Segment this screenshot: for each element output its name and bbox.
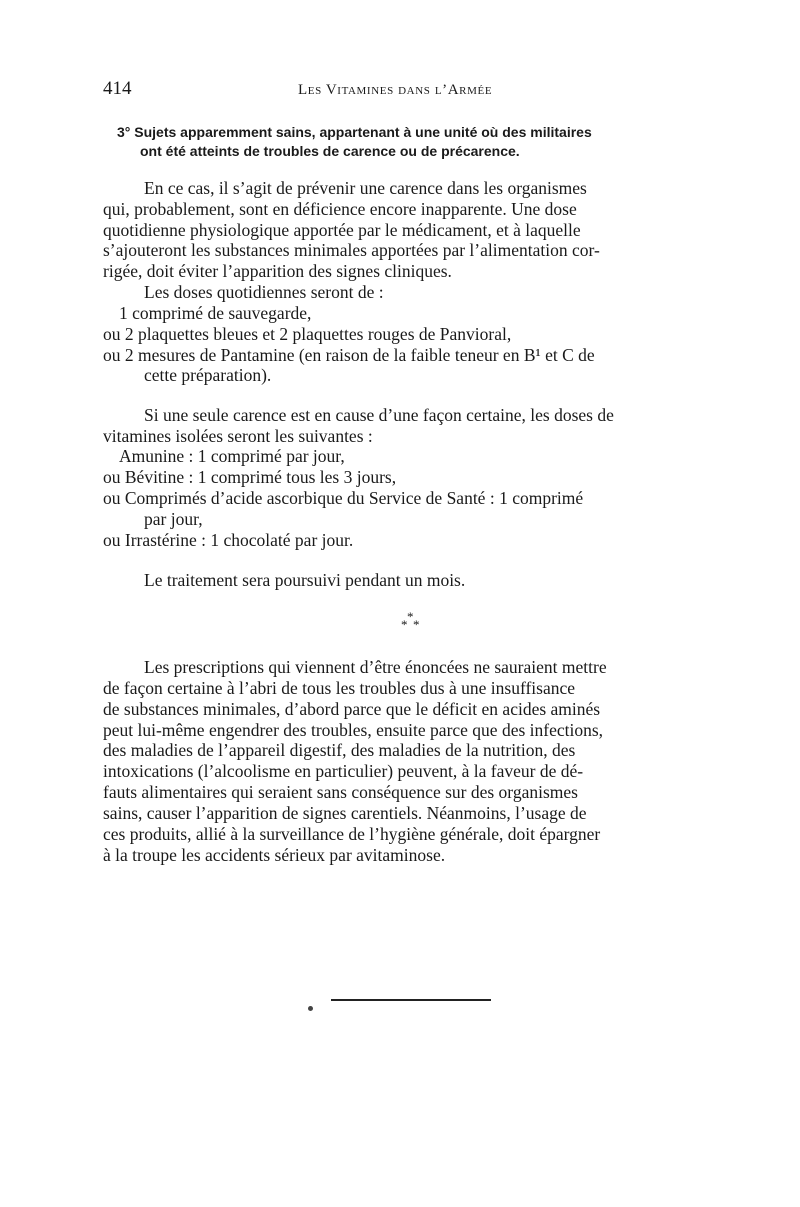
text-line: ou Comprimés d’acide ascorbique du Service de Santé : 1 comprimé xyxy=(103,488,584,508)
text-line: ces produits, allié à la surveillance de l’hygiène générale, doit épargner xyxy=(103,824,601,844)
section-heading-line: 3° Sujets apparemment sains, appartenant à une unité où des militaires xyxy=(117,124,592,140)
text-line: s’ajouteront les substances minimales apportées par l’alimentation cor- xyxy=(103,240,600,260)
text-line: à la troupe les accidents sérieux par avitaminose. xyxy=(103,845,446,865)
text-line: peut lui-même engendrer des troubles, ensuite parce que des infections, xyxy=(103,720,604,740)
text-line: par jour, xyxy=(144,509,203,529)
text-line: qui, probablement, sont en déficience encore inapparente. Une dose xyxy=(103,199,577,219)
text-line: de façon certaine à l’abri de tous les troubles dus à une insuffisance xyxy=(103,678,576,698)
section-heading-line: ont été atteints de troubles de carence ou de précarence. xyxy=(140,143,520,159)
text-line: ou Bévitine : 1 comprimé tous les 3 jours, xyxy=(103,467,397,487)
text-line: sains, causer l’apparition de signes carentiels. Néanmoins, l’usage de xyxy=(103,803,587,823)
text-line: cette préparation). xyxy=(144,365,272,385)
text-line: ou 2 mesures de Pantamine (en raison de la faible teneur en B¹ et C de xyxy=(103,345,595,365)
text-line: de substances minimales, d’abord parce que le déficit en acides aminés xyxy=(103,699,601,719)
text-line: Les doses quotidiennes seront de : xyxy=(144,282,384,302)
rule-dot xyxy=(308,1006,313,1011)
text-line: quotidienne physiologique apportée par le médicament, et à laquelle xyxy=(103,220,581,240)
text-line: Amunine : 1 comprimé par jour, xyxy=(119,446,345,466)
text-line: ou 2 plaquettes bleues et 2 plaquettes rouges de Panvioral, xyxy=(103,324,512,344)
text-line: ou Irrastérine : 1 chocolaté par jour. xyxy=(103,530,354,550)
text-line: Le traitement sera poursuivi pendant un mois. xyxy=(144,570,466,590)
text-line: intoxications (l’alcoolisme en particulier) peuvent, à la faveur de dé- xyxy=(103,761,584,781)
asterism-separator xyxy=(400,610,424,634)
text-line: rigée, doit éviter l’apparition des signes cliniques. xyxy=(103,261,452,281)
text-line: Si une seule carence est en cause d’une façon certaine, les doses de xyxy=(144,405,614,425)
text-line: vitamines isolées seront les suivantes : xyxy=(103,426,373,446)
text-line: En ce cas, il s’agit de prévenir une carence dans les organismes xyxy=(144,178,587,198)
asterisk-mark: * xyxy=(401,617,408,632)
text-line: fauts alimentaires qui seraient sans conséquence sur des organismes xyxy=(103,782,578,802)
page-number: 414 xyxy=(103,78,132,99)
text-line: Les prescriptions qui viennent d’être énoncées ne sauraient mettre xyxy=(144,657,607,677)
text-line: 1 comprimé de sauvegarde, xyxy=(119,303,312,323)
closing-rule xyxy=(331,999,491,1001)
running-title: Les Vitamines dans l’Armée xyxy=(298,82,493,98)
asterisk-mark: * xyxy=(413,617,420,632)
asterisk-mark: * xyxy=(407,609,414,624)
text-line: des maladies de l’appareil digestif, des maladies de la nutrition, des xyxy=(103,740,576,760)
